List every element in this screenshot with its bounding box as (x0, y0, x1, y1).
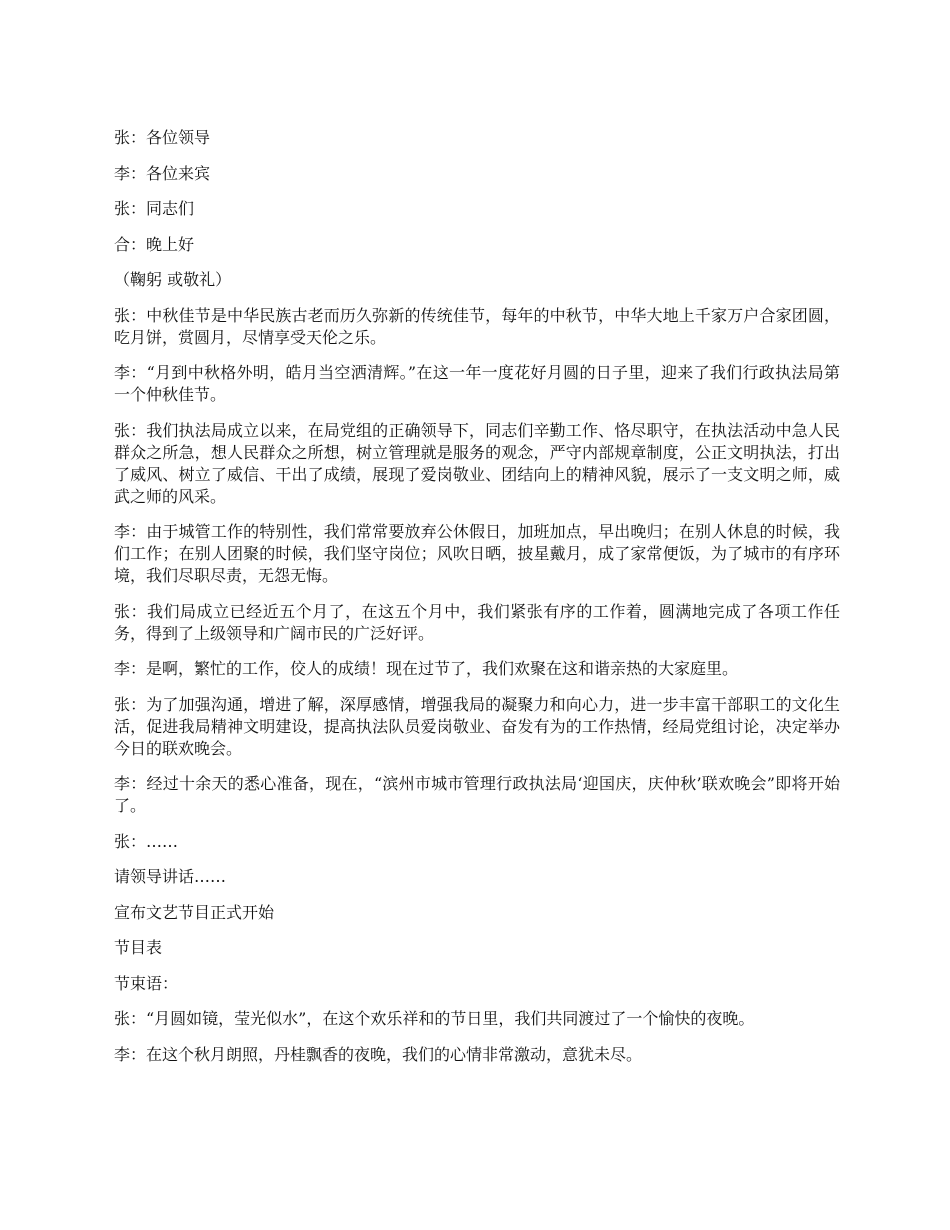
paragraph: 李：“月到中秋格外明，皓月当空洒清辉。”在这一年一度花好月圆的日子里，迎来了我们行政执法局第一个仲秋佳节。 (114, 363, 840, 404)
paragraph: 张：各位领导 (114, 128, 211, 147)
paragraph: 张：我们局成立已经近五个月了，在这五个月中，我们紧张有序的工作着，圆满地完成了各项工作任务，得到了上级领导和广阔市民的广泛好评。 (114, 601, 840, 643)
paragraph: 节束语： (114, 973, 179, 993)
document-body (114, 127, 840, 1079)
paragraph: 节目表 (114, 938, 163, 957)
paragraph: 张：为了加强沟通，增进了解，深厚感情，增强我局的凝聚力和向心力，进一步丰富干部职工的文化生活，促进我局精神文明建设，提高执法队员爱岗敬业、奋发有为的工作热情，经局党组讨论，决定举办今日的联欢晚会。 (114, 694, 840, 758)
paragraph: 李：各位来宾 (114, 163, 211, 183)
paragraph: 宣布文艺节目正式开始 (114, 902, 275, 922)
paragraph: 合：晚上好 (114, 234, 195, 254)
paragraph: 张：我们执法局成立以来，在局党组的正确领导下，同志们辛勤工作、恪尽职守，在执法活动中急人民群众之所急，想人民群众之所想，树立管理就是服务的观念，严守内部规章制度，公正文明执法，打出了威风、树立了威信、干出了成绩，展现了爱岗敬业、团结向上的精神风貌，展示了一支文明之师，威武之师的风采。 (114, 420, 840, 506)
paragraph: 李：在这个秋月朗照，丹桂飘香的夜晚，我们的心情非常激动，意犹未尽。 (114, 1044, 643, 1064)
paragraph: （鞠躬 或敬礼） (114, 270, 232, 289)
paragraph: 李：由于城管工作的特别性，我们常常要放弃公休假日，加班加点，早出晚归；在别人休息的时候，我们工作；在别人团聚的时候，我们坚守岗位；风吹日晒，披星戴月，成了家常便饭，为了城市的有序环境，我们尽职尽责，无怨无悔。 (114, 522, 840, 585)
paragraph: 请领导讲话…… (114, 867, 227, 886)
paragraph: 李：经过十余天的悉心准备，现在，“滨州市城市管理行政执法局‘迎国庆，庆仲秋’联欢晚会”即将开始了。 (114, 774, 840, 815)
paragraph: 张：中秋佳节是中华民族古老而历久弥新的传统佳节，每年的中秋节，中华大地上千家万户合家团圆，吃月饼，赏圆月，尽情享受天伦之乐。 (114, 305, 840, 347)
paragraph: 张：…… (114, 831, 179, 851)
paragraph: 张：同志们 (114, 199, 195, 218)
paragraph: 李：是啊，繁忙的工作，佼人的成绩！现在过节了，我们欢聚在这和谐亲热的大家庭里。 (114, 659, 739, 678)
paragraph: 张：“月圆如镜，莹光似水”，在这个欢乐祥和的节日里，我们共同渡过了一个愉快的夜晚。 (114, 1009, 755, 1028)
